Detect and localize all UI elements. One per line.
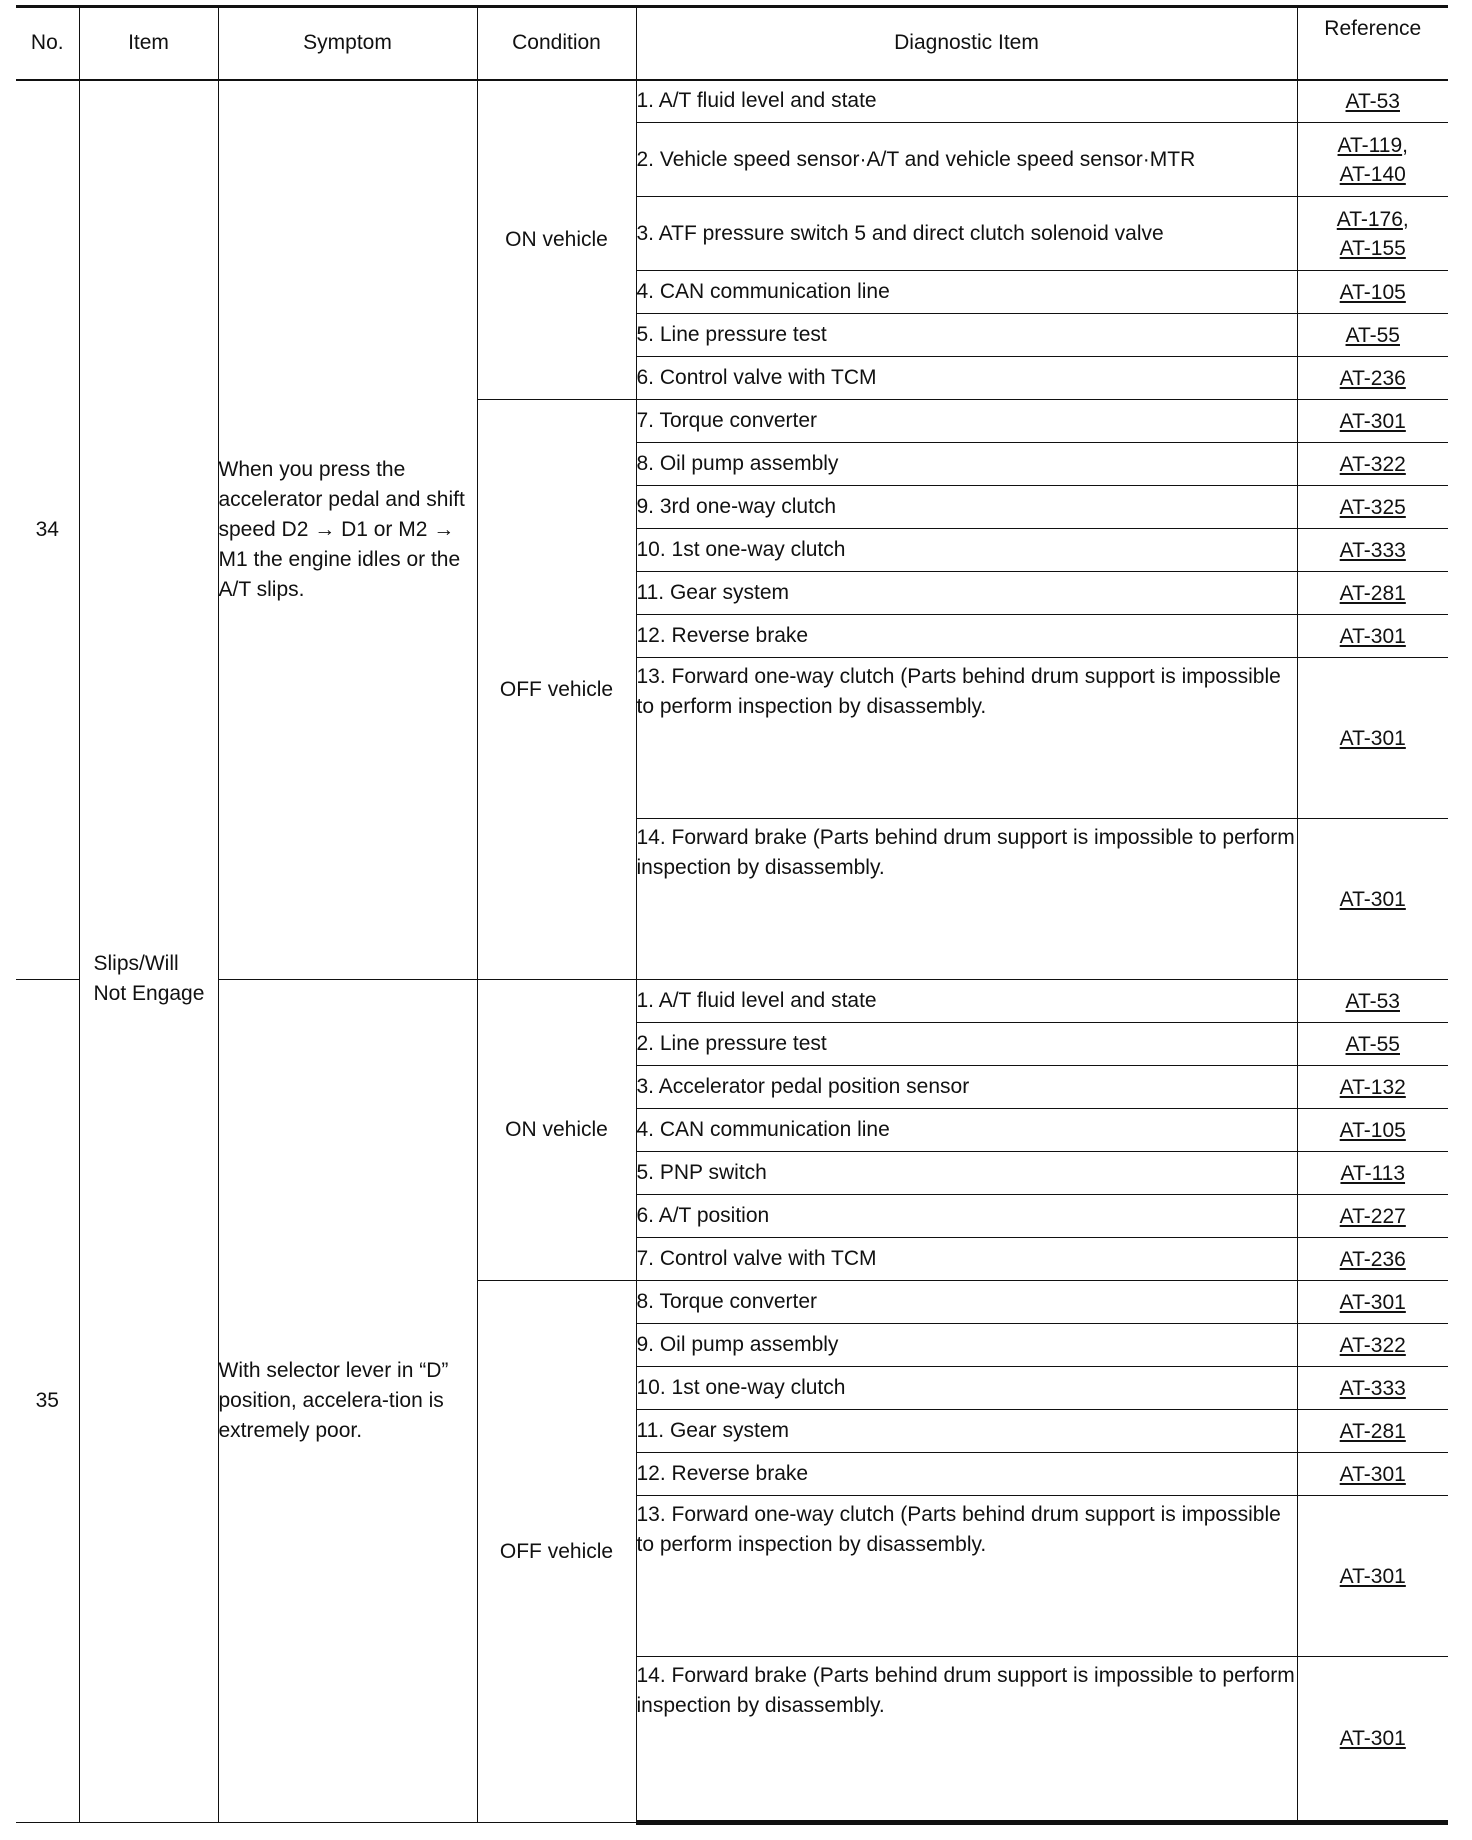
diagnostic-item: 3. Accelerator pedal position sensor bbox=[636, 1066, 1297, 1109]
reference-cell bbox=[1297, 1066, 1448, 1109]
diagnostic-item: 4. CAN communication line bbox=[636, 271, 1297, 314]
reference-link[interactable]: AT-333 bbox=[1339, 538, 1406, 562]
diagnostic-item: 4. CAN communication line bbox=[636, 1109, 1297, 1152]
symptom-cell: When you press the accelerator pedal and shift speed D2 → D1 or M2 → M1 the engine idles or the A/T slips. bbox=[218, 80, 477, 980]
diagnostic-item: 9. 3rd one-way clutch bbox=[636, 486, 1297, 529]
section-number: 35 bbox=[16, 980, 79, 1823]
header-row bbox=[16, 7, 1448, 80]
reference-link[interactable]: AT-132 bbox=[1339, 1075, 1406, 1099]
reference-link[interactable]: AT-236 bbox=[1339, 366, 1406, 390]
diagnostic-item: 5. Line pressure test bbox=[636, 314, 1297, 357]
reference-cell bbox=[1297, 1496, 1448, 1657]
reference-cell bbox=[1297, 1324, 1448, 1367]
diagnostic-item: 8. Torque converter bbox=[636, 1281, 1297, 1324]
reference-cell bbox=[1297, 400, 1448, 443]
diagnostic-item: 6. Control valve with TCM bbox=[636, 357, 1297, 400]
reference-cell bbox=[1297, 819, 1448, 980]
reference-link[interactable]: AT-301 bbox=[1339, 1290, 1406, 1314]
header-diagnostic-item: Diagnostic Item bbox=[636, 7, 1297, 80]
diagnostic-item: 6. A/T position bbox=[636, 1195, 1297, 1238]
item-cell bbox=[79, 80, 218, 1823]
reference-cell: AT-176, AT-155 bbox=[1297, 197, 1448, 271]
reference-link[interactable]: AT-301 bbox=[1339, 1564, 1406, 1588]
header-reference: Reference bbox=[1297, 7, 1448, 80]
diagnostic-item: 13. Forward one-way clutch (Parts behind drum support is impossible to perform inspection by disassembly. bbox=[636, 1496, 1297, 1657]
item-name: Slips/Will Not Engage bbox=[93, 952, 205, 1006]
reference-cell bbox=[1297, 486, 1448, 529]
reference-cell bbox=[1297, 1281, 1448, 1324]
diagnostic-table-container bbox=[16, 5, 1448, 1825]
reference-link[interactable]: AT-301 bbox=[1339, 1462, 1406, 1486]
reference-link[interactable]: AT-333 bbox=[1339, 1376, 1406, 1400]
reference-link[interactable]: AT-301 bbox=[1339, 1727, 1406, 1750]
header-condition: Condition bbox=[477, 7, 636, 80]
reference-cell bbox=[1297, 357, 1448, 400]
condition-off-vehicle: OFF vehicle bbox=[477, 400, 636, 980]
diagnostic-item: 1. A/T fluid level and state bbox=[636, 980, 1297, 1023]
reference-cell bbox=[1297, 529, 1448, 572]
reference-cell bbox=[1297, 1657, 1448, 1823]
reference-cell bbox=[1297, 1152, 1448, 1195]
reference-cell bbox=[1297, 1367, 1448, 1410]
symptom-cell: With selector lever in “D” position, accelera-tion is extremely poor. bbox=[218, 980, 477, 1823]
reference-link[interactable]: AT-105 bbox=[1339, 280, 1406, 304]
diagnostic-item: 11. Gear system bbox=[636, 1410, 1297, 1453]
section-number: 34 bbox=[16, 80, 79, 980]
header-item: Item bbox=[79, 7, 218, 80]
diagnostic-item: 1. A/T fluid level and state bbox=[636, 80, 1297, 123]
reference-link[interactable]: AT-53 bbox=[1345, 989, 1400, 1013]
reference-link[interactable]: AT-322 bbox=[1339, 1333, 1406, 1357]
diagnostic-item: 10. 1st one-way clutch bbox=[636, 529, 1297, 572]
reference-link[interactable]: AT-322 bbox=[1339, 452, 1406, 476]
reference-cell bbox=[1297, 1109, 1448, 1152]
reference-link[interactable]: AT-55 bbox=[1345, 1032, 1400, 1056]
diagnostic-item: 12. Reverse brake bbox=[636, 1453, 1297, 1496]
diagnostic-item: 13. Forward one-way clutch (Parts behind drum support is impossible to perform inspection by disassembly. bbox=[636, 658, 1297, 819]
diagnostic-item: 5. PNP switch bbox=[636, 1152, 1297, 1195]
reference-cell bbox=[1297, 1238, 1448, 1281]
diagnostic-item: 10. 1st one-way clutch bbox=[636, 1367, 1297, 1410]
reference-link[interactable]: AT-325 bbox=[1339, 495, 1406, 519]
diagnostic-item: 12. Reverse brake bbox=[636, 615, 1297, 658]
reference-cell bbox=[1297, 443, 1448, 486]
reference-cell bbox=[1297, 314, 1448, 357]
reference-link[interactable]: AT-155 bbox=[1339, 236, 1406, 260]
condition-off-vehicle: OFF vehicle bbox=[477, 1281, 636, 1823]
reference-link[interactable]: AT-113 bbox=[1340, 1161, 1406, 1185]
reference-link[interactable]: AT-53 bbox=[1345, 89, 1400, 113]
reference-link[interactable]: AT-301 bbox=[1339, 887, 1406, 911]
reference-cell bbox=[1297, 1453, 1448, 1496]
diagnostic-item: 9. Oil pump assembly bbox=[636, 1324, 1297, 1367]
reference-link[interactable]: AT-55 bbox=[1345, 323, 1400, 347]
reference-link[interactable]: AT-119 bbox=[1337, 133, 1403, 157]
reference-cell bbox=[1297, 1410, 1448, 1453]
diagnostic-item: 7. Torque converter bbox=[636, 400, 1297, 443]
reference-cell bbox=[1297, 271, 1448, 314]
reference-cell bbox=[1297, 1195, 1448, 1238]
reference-link[interactable]: AT-301 bbox=[1339, 624, 1406, 648]
condition-on-vehicle: ON vehicle bbox=[477, 80, 636, 400]
diagnostic-item: 8. Oil pump assembly bbox=[636, 443, 1297, 486]
diagnostic-table bbox=[16, 5, 1448, 1825]
reference-cell bbox=[1297, 980, 1448, 1023]
diagnostic-item: 14. Forward brake (Parts behind drum support is impossible to perform inspection by disassembly. bbox=[636, 819, 1297, 980]
reference-cell bbox=[1297, 572, 1448, 615]
reference-cell bbox=[1297, 80, 1448, 123]
reference-link[interactable]: AT-105 bbox=[1339, 1118, 1406, 1142]
diagnostic-item: 11. Gear system bbox=[636, 572, 1297, 615]
reference-cell bbox=[1297, 658, 1448, 819]
reference-link[interactable]: AT-301 bbox=[1339, 409, 1406, 433]
diagnostic-item: 2. Vehicle speed sensor·A/T and vehicle speed sensor·MTR bbox=[636, 123, 1297, 197]
table-row bbox=[16, 80, 1448, 123]
reference-cell bbox=[1297, 1023, 1448, 1066]
condition-on-vehicle: ON vehicle bbox=[477, 980, 636, 1281]
reference-link[interactable]: AT-236 bbox=[1339, 1247, 1406, 1271]
reference-link[interactable]: AT-176 bbox=[1336, 207, 1403, 231]
reference-link[interactable]: AT-301 bbox=[1339, 726, 1406, 750]
diagnostic-item: 14. Forward brake (Parts behind drum support is impossible to perform inspection by disassembly. bbox=[636, 1657, 1297, 1823]
reference-cell bbox=[1297, 615, 1448, 658]
diagnostic-item: 2. Line pressure test bbox=[636, 1023, 1297, 1066]
reference-cell: AT-119, AT-140 bbox=[1297, 123, 1448, 197]
reference-link[interactable]: AT-227 bbox=[1339, 1204, 1406, 1228]
reference-link[interactable]: AT-281 bbox=[1339, 581, 1406, 605]
header-symptom: Symptom bbox=[218, 7, 477, 80]
diagnostic-item: 3. ATF pressure switch 5 and direct clutch solenoid valve bbox=[636, 197, 1297, 271]
table-row bbox=[16, 980, 1448, 1023]
reference-link[interactable]: AT-140 bbox=[1339, 162, 1406, 186]
reference-link[interactable]: AT-281 bbox=[1339, 1419, 1406, 1443]
diagnostic-item: 7. Control valve with TCM bbox=[636, 1238, 1297, 1281]
header-no: No. bbox=[16, 7, 79, 80]
